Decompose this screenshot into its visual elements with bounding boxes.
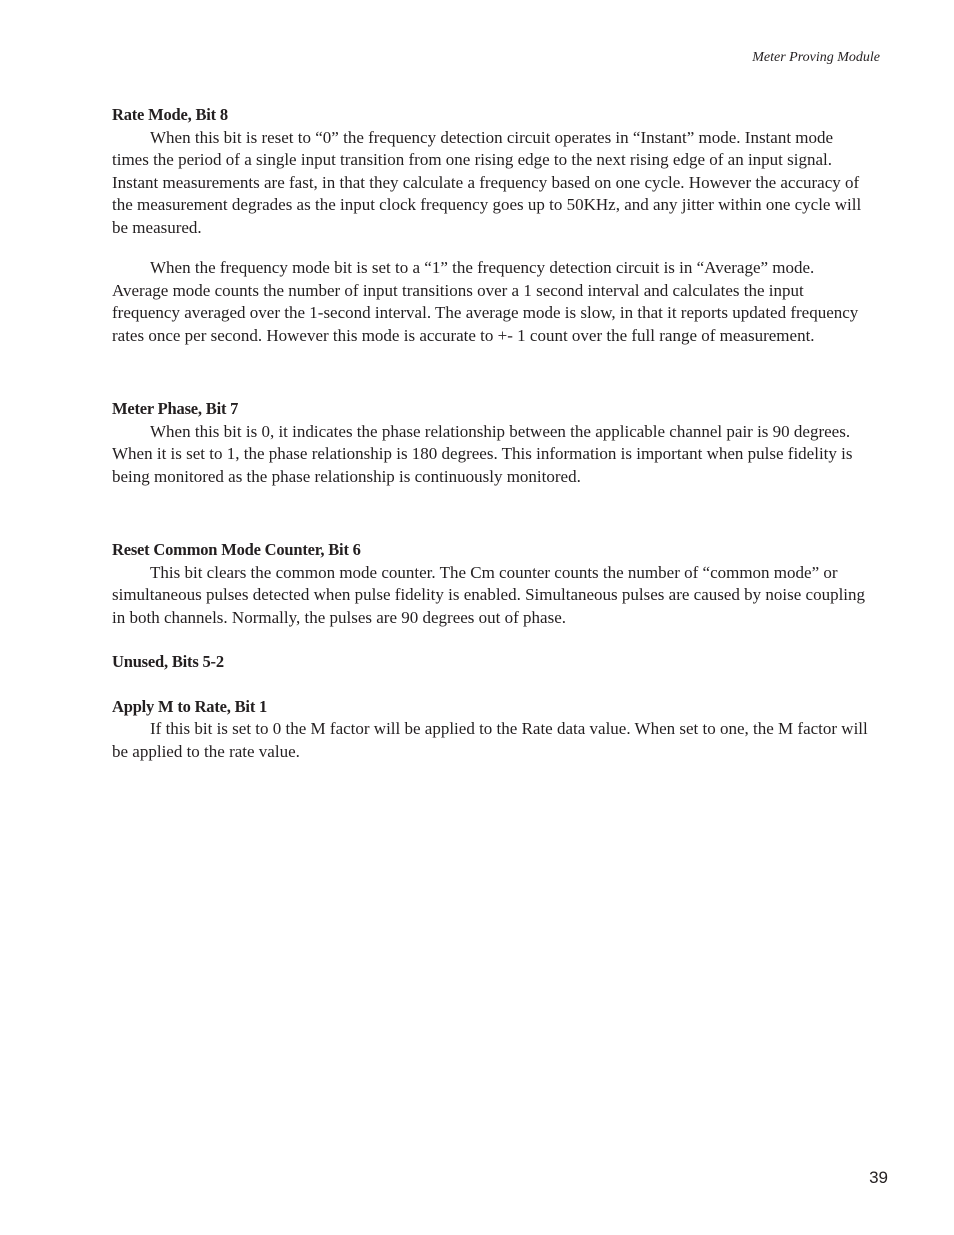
section-rate-mode (112, 104, 868, 347)
document-body (112, 104, 868, 763)
section-heading: Unused, Bits 5-2 (112, 652, 224, 671)
paragraph: When the frequency mode bit is set to a “1” the frequency detection circuit is in “Average” mode. Average mode counts the number of input transitions over a 1 second interval and calculates the input frequency averaged over the 1-second interval. The average mode is slow, in that it reports updated frequency rates once per second. However this mode is accurate to +- 1 count over the full range of measurement. (112, 258, 859, 345)
section-meter-phase (112, 398, 868, 488)
section-apply-m-to-rate (112, 696, 868, 764)
paragraph: This bit clears the common mode counter. The Cm counter counts the number of “common mode” or simultaneous pulses detected when pulse fidelity is enabled. Simultaneous pulses are caused by noise coupling in both channels. Normally, the pulses are 90 degrees out of phase. (112, 562, 866, 627)
paragraph: When this bit is 0, it indicates the phase relationship between the applicable channel pair is 90 degrees. When it is set to 1, the phase relationship is 180 degrees. This information is important when pulse fidelity is being monitored as the phase relationship is continuously monitored. (112, 421, 853, 486)
paragraph: If this bit is set to 0 the M factor will be applied to the Rate data value. When set to one, the M factor will be applied to the rate value. (112, 719, 868, 761)
running-header: Meter Proving Module (752, 50, 880, 65)
section-heading: Apply M to Rate, Bit 1 (112, 696, 268, 716)
section-reset-common-mode-counter (112, 539, 868, 629)
section-heading: Rate Mode, Bit 8 (112, 105, 228, 124)
section-heading: Meter Phase, Bit 7 (112, 399, 239, 418)
section-heading: Reset Common Mode Counter, Bit 6 (112, 540, 361, 559)
paragraph: When this bit is reset to “0” the frequency detection circuit operates in “Instant” mode. Instant mode times the period of a single input transition from one rising edge to the next rising edge of an input signal. Instant measurements are fast, in that they calculate a frequency based on one cycle. However the accuracy of the measurement degrades as the input clock frequency goes up to 50KHz, and any jitter within one cycle will be measured. (112, 127, 862, 237)
section-unused-bits (112, 651, 868, 674)
page-number: 39 (869, 1168, 888, 1187)
